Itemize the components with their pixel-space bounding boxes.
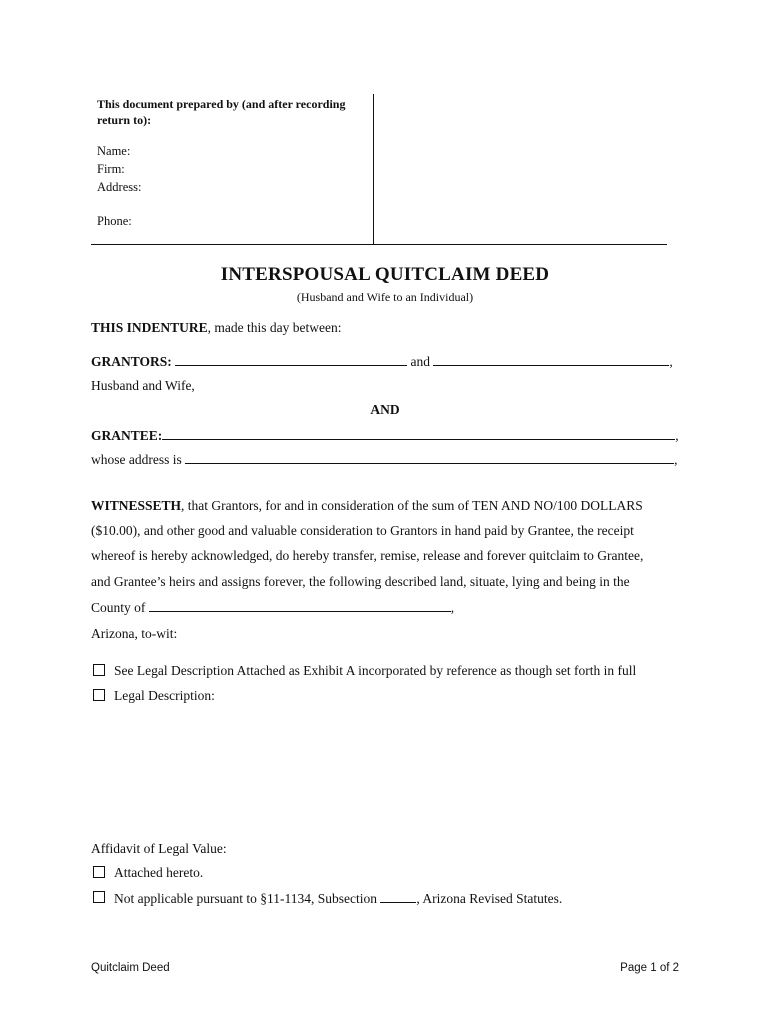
- indenture-bold: THIS INDENTURE: [91, 320, 208, 335]
- grantee-address-line: [91, 451, 678, 468]
- grantee-address-trail: ,: [674, 452, 678, 467]
- legal-description-checkbox[interactable]: [93, 689, 105, 701]
- footer-document-name: Quitclaim Deed: [91, 962, 170, 974]
- document-title: INTERSPOUSAL QUITCLAIM DEED: [220, 264, 550, 285]
- affidavit-attached-checkbox[interactable]: [93, 866, 105, 878]
- grantors-line: [91, 353, 673, 370]
- grantee-address-label: whose address is: [91, 452, 182, 467]
- grantors-label: GRANTORS:: [91, 354, 172, 369]
- indenture-line: [91, 320, 342, 336]
- county-trail: ,: [450, 600, 455, 615]
- witnesseth-line3: whereof is hereby acknowledged, do hereby transfer, remise, release and forever quitclaim to Grantee,: [91, 548, 644, 563]
- affidavit-attached-label: Attached hereto.: [114, 865, 204, 880]
- county-line: [91, 599, 454, 616]
- county-field[interactable]: [149, 599, 451, 612]
- preparer-title: This document prepared by (and after recording return to):: [97, 97, 346, 127]
- grantor1-field[interactable]: [175, 353, 407, 366]
- exhibit-a-label: See Legal Description Attached as Exhibit A incorporated by reference as though set forth in full: [114, 663, 637, 678]
- witnesseth-bold: WITNESSETH: [91, 498, 182, 513]
- subsection-field[interactable]: [380, 890, 416, 903]
- indenture-rest: , made this day between:: [207, 320, 342, 335]
- preparer-box: [91, 94, 374, 244]
- state-line: Arizona, to-wit:: [91, 626, 178, 641]
- witnesseth-line1-rest: , that Grantors, for and in consideration of the sum of TEN AND NO/100 DOLLARS: [181, 498, 643, 513]
- affidavit-heading: Affidavit of Legal Value:: [91, 841, 227, 856]
- phone-label: Phone:: [97, 214, 132, 228]
- exhibit-a-checkbox[interactable]: [93, 664, 105, 676]
- preparer-divider: [91, 244, 667, 245]
- affidavit-option2-pre: Not applicable pursuant to §11-1134, Subsection: [114, 891, 377, 906]
- grantors-relationship: Husband and Wife,: [91, 378, 195, 393]
- affidavit-option2-post: , Arizona Revised Statutes.: [416, 891, 563, 906]
- and-heading: AND: [370, 402, 400, 417]
- witnesseth-line2: ($10.00), and other good and valuable consideration to Grantors in hand paid by Grantee, the receipt: [91, 523, 634, 538]
- witnesseth-line1: [91, 498, 643, 514]
- grantee-trail: ,: [675, 428, 679, 443]
- address-label: Address:: [97, 180, 142, 194]
- grantee-address-field[interactable]: [185, 451, 674, 464]
- grantee-label: GRANTEE:: [91, 428, 163, 443]
- county-label: County of: [91, 600, 146, 615]
- firm-label: Firm:: [97, 162, 125, 176]
- grantors-trail: ,: [669, 354, 673, 369]
- legal-description-label: Legal Description:: [114, 688, 215, 703]
- witnesseth-line4: and Grantee’s heirs and assigns forever, the following described land, situate, lying and being in the: [91, 574, 630, 589]
- affidavit-not-applicable-line: [114, 890, 562, 907]
- grantors-and: and: [410, 354, 431, 369]
- grantor2-field[interactable]: [433, 353, 669, 366]
- name-label: Name:: [97, 144, 131, 158]
- footer-page-number: Page 1 of 2: [620, 962, 679, 974]
- document-subtitle: (Husband and Wife to an Individual): [296, 290, 474, 304]
- grantee-line: [91, 427, 679, 444]
- grantee-field[interactable]: [162, 427, 675, 440]
- affidavit-not-applicable-checkbox[interactable]: [93, 891, 105, 903]
